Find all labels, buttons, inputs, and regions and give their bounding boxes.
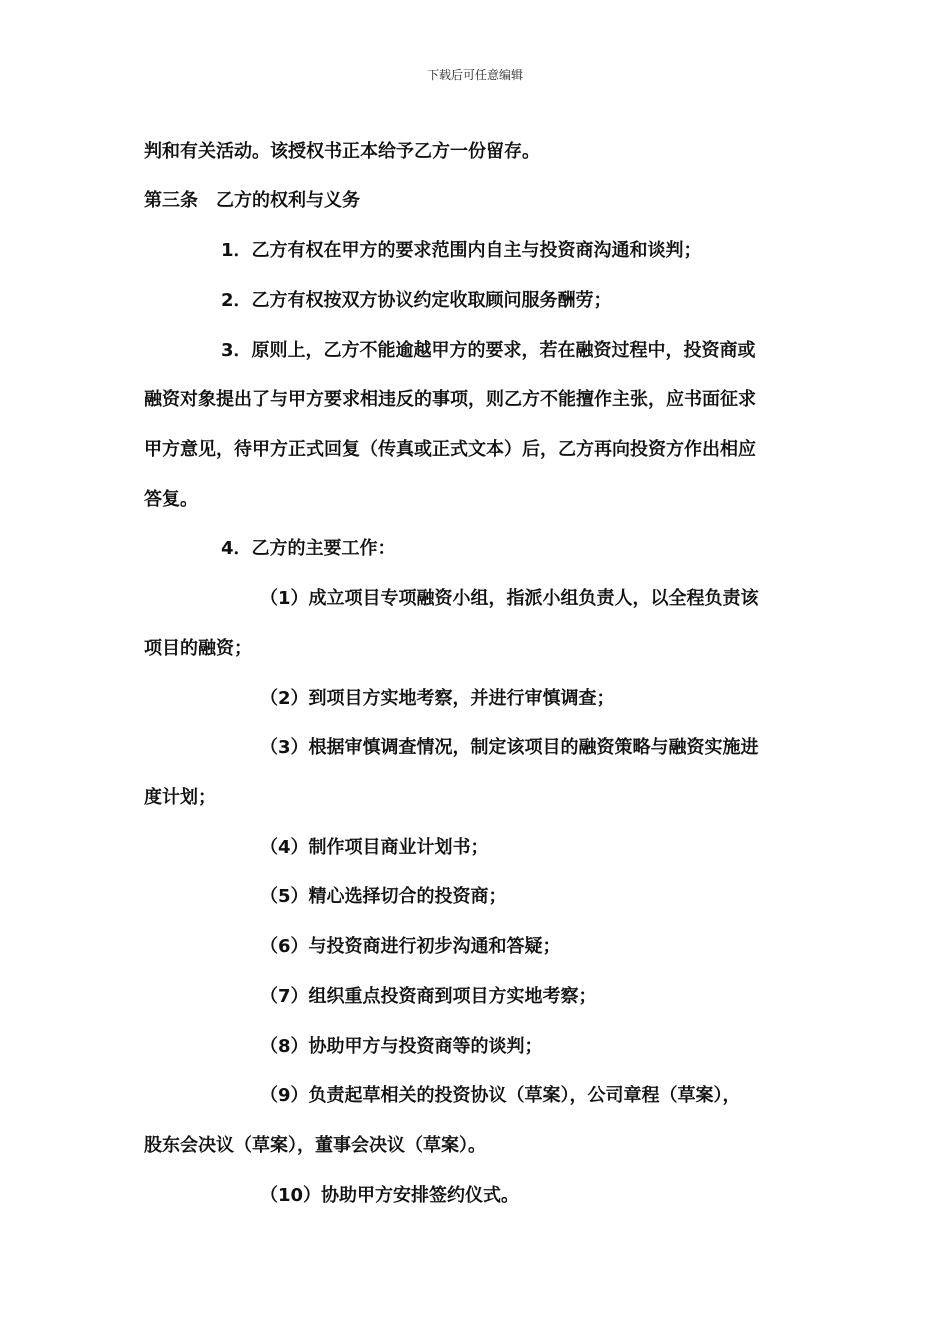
body-line: 融资对象提出了与甲方要求相违反的事项，则乙方不能擅作主张，应书面征求 (144, 389, 756, 410)
list-item: 4．乙方的主要工作： (221, 538, 396, 559)
sub-list-item: （4）制作项目商业计划书； (260, 837, 489, 858)
sub-list-item: （8）协助甲方与投资商等的谈判； (260, 1036, 543, 1057)
list-item: 2．乙方有权按双方协议约定收取顾问服务酬劳； (221, 290, 612, 311)
body-line: 判和有关活动。该授权书正本给予乙方一份留存。 (144, 141, 540, 162)
list-item: 3．原则上，乙方不能逾越甲方的要求，若在融资过程中，投资商或 (221, 340, 756, 361)
sub-list-item: （2）到项目方实地考察，并进行审慎调查； (260, 688, 615, 709)
body-line: 股东会决议（草案），董事会决议（草案）。 (144, 1135, 486, 1156)
body-line: 甲方意见，待甲方正式回复（传真或正式文本）后，乙方再向投资方作出相应 (144, 439, 756, 460)
sub-list-item: （10）协助甲方安排签约仪式。 (260, 1185, 520, 1206)
section-heading: 第三条 乙方的权利与义务 (144, 190, 360, 211)
body-line: 答复。 (144, 489, 198, 510)
body-line: 度计划； (144, 787, 216, 808)
sub-list-item: （1）成立项目专项融资小组，指派小组负责人，以全程负责该 (260, 588, 759, 609)
sub-list-item: （7）组织重点投资商到项目方实地考察； (260, 986, 597, 1007)
sub-list-item: （3）根据审慎调查情况，制定该项目的融资策略与融资实施进 (260, 737, 759, 758)
sub-list-item: （9）负责起草相关的投资协议（草案），公司章程（草案）， (260, 1085, 741, 1106)
page-header: 下载后可任意编辑 (426, 68, 523, 82)
list-item: 1．乙方有权在甲方的要求范围内自主与投资商沟通和谈判； (221, 240, 702, 261)
body-line: 项目的融资； (144, 638, 252, 659)
sub-list-item: （6）与投资商进行初步沟通和答疑； (260, 936, 561, 957)
sub-list-item: （5）精心选择切合的投资商； (260, 886, 507, 907)
